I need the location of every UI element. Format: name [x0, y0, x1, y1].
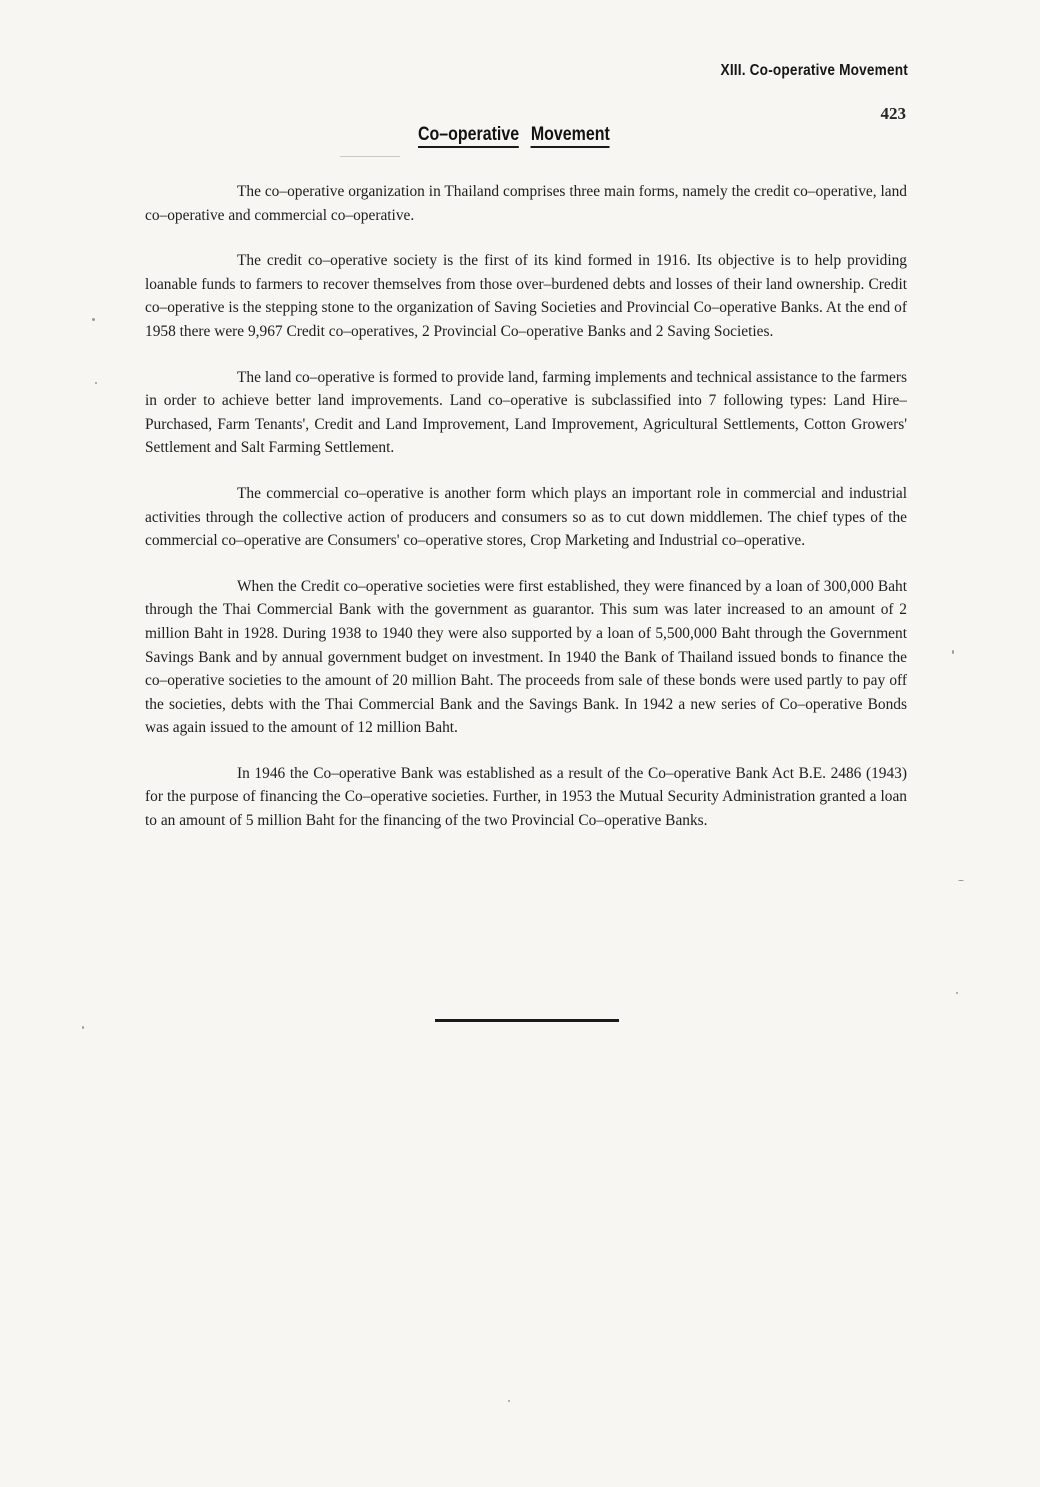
paragraph-land-cooperative: The land co–operative is formed to provide land, farming implements and technical assistance to the farmers in order to achieve better land improvements. Land co–operative is subclassified into 7 following types: Land Hire–Purchased, Farm Tenants', Credit and Land Improvement, Land Improvement, Agricultural Settlements, Cotton Growers' Settlement and Salt Farming Settlement. — [145, 368, 907, 457]
scan-speck — [92, 318, 95, 321]
scan-speck — [95, 382, 97, 384]
page-title — [418, 124, 610, 146]
title-gap — [519, 139, 531, 140]
title-word-2: Movement — [531, 124, 610, 148]
paragraph-commercial-cooperative: The commercial co–operative is another form which plays an important role in commercial and industrial activities through the collective action of producers and consumers so as to cut down middlemen. The chief types of the commercial co–operative are Consumers' co–operative stores, Crop Marketing and Industrial co–operative. — [145, 484, 907, 550]
scan-speck — [340, 156, 400, 157]
closing-rule — [435, 1019, 619, 1022]
scan-speck — [956, 992, 958, 994]
paragraph-cooperative-bank: In 1946 the Co–operative Bank was established as a result of the Co–operative Bank Act B.E. 2486 (1943) for the purpose of financing the Co–operative societies. Further, in 1953 the Mutual Security Administration granted a loan to an amount of 5 million Baht for the financing of the two Provincial Co–operative Banks. — [145, 764, 907, 830]
paragraph-credit-cooperative: The credit co–operative society is the first of its kind formed in 1916. Its objective is to help providing loanable funds to farmers to recover themselves from those over–burdened debts and losses of their land ownership. Credit co–operative is the stepping stone to the organization of Saving Societies and Provincial Co–operative Banks. At the end of 1958 there were 9,967 Credit co–operatives, 2 Provincial Co–operative Banks and 2 Saving Societies. — [145, 252, 907, 340]
paragraph-financing-history: When the Credit co–operative societies were first established, they were financed by a loan of 300,000 Baht through the Thai Commercial Bank with the government as guarantor. This sum was later increased to an amount of 2 million Baht in 1928. During 1938 to 1940 they were also supported by a loan of 5,500,000 Baht through the Government Savings Bank and by annual government budget on investment. In 1940 the Bank of Thailand issued bonds to finance the co–operative societies to the amount of 20 million Baht. The proceeds from sale of these bonds were used partly to pay off the societies, debts with the Thai Commercial Bank and the Savings Bank. In 1942 a new series of Co–operative Bonds was again issued to the amount of 12 million Baht. — [145, 577, 907, 737]
page-number: 423 — [880, 104, 906, 123]
paragraph-overview: The co–operative organization in Thailand comprises three main forms, namely the credit co–operative, land co–operative and commercial co–operative. — [145, 183, 907, 224]
scan-speck — [82, 1026, 84, 1029]
body-text — [145, 180, 907, 855]
running-head: XIII. Co-operative Movement — [720, 62, 908, 79]
scan-speck — [952, 650, 954, 654]
scan-speck — [958, 880, 964, 881]
title-word-1: Co–operative — [418, 124, 519, 148]
scan-speck — [508, 1400, 510, 1402]
